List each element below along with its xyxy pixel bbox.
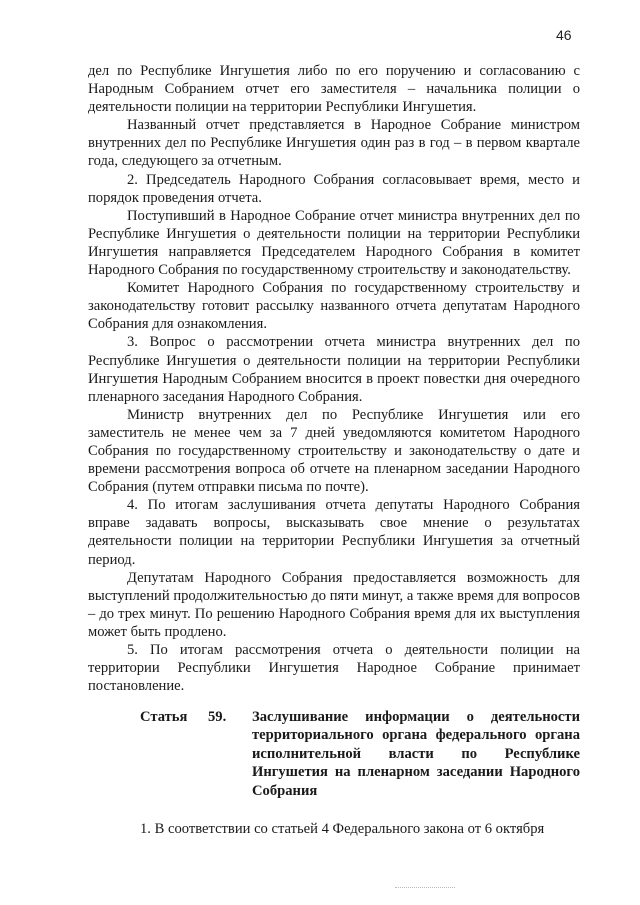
paragraph: дел по Республике Ингушетия либо по его поручению и согласованию с Народным Собранием отчет его заместителя – начальника полиции о деятельности полиции на территории Республики Ингушетия.	[88, 63, 580, 116]
paragraph: 2. Председатель Народного Собрания согласовывает время, место и порядок проведения отчета.	[88, 171, 580, 206]
body-text	[88, 62, 580, 695]
paragraph: 5. По итогам рассмотрения отчета о деятельности полиции на территории Республики Ингушетия Народное Собрание принимает постановление.	[88, 642, 580, 695]
paragraph: Поступивший в Народное Собрание отчет министра внутренних дел по Республике Ингушетия о деятельности полиции на территории Республики Ингушетия направляется Председателем Народного Собрания в комитет Народного Собрания по государственному строительству и законодательству.	[88, 207, 580, 279]
page-number: 46	[556, 27, 572, 43]
paragraph: 3. Вопрос о рассмотрении отчета министра внутренних дел по Республике Ингушетия о деятельности полиции на территории Республики Ингушетия Народным Собранием вносится в проект повестки дня очередного пленарного заседания Народного Собрания.	[88, 334, 580, 405]
article-title: Заслушивание информации о деятельности территориального органа федерального органа исполнительной власти по Республике Ингушетия на пленарном заседании Народного Собрания	[252, 709, 580, 799]
scan-artifact	[395, 887, 455, 892]
paragraph: 4. По итогам заслушивания отчета депутаты Народного Собрания вправе задавать вопросы, высказывать свое мнение о результатах деятельности полиции на территории Республики Ингушетия за отчетный период.	[88, 497, 580, 568]
paragraph: Названный отчет представляется в Народное Собрание министром внутренних дел по Республике Ингушетия один раз в год – в первом квартале года, следующего за отчетным.	[88, 117, 580, 170]
paragraph: Министр внутренних дел по Республике Ингушетия или его заместитель не менее чем за 7 дней уведомляются комитетом Народного Собрания по государственному строительству и законодательству о дате и времени рассмотрения вопроса об отчете на пленарном заседании Народного Собрания (путем отправки письма по почте).	[88, 406, 580, 496]
article-number: 59.	[208, 709, 227, 725]
paragraph-start: 1. В соответствии со статьей 4 Федерального закона от 6 октября	[140, 821, 545, 837]
article-word: Статья	[140, 709, 188, 725]
paragraph: Комитет Народного Собрания по государственному строительству и законодательству готовит рассылку названного отчета депутатам Народного Собрания для ознакомления.	[88, 280, 580, 333]
article-heading	[140, 708, 580, 800]
paragraph: Депутатам Народного Собрания предоставляется возможность для выступлений продолжительностью до пяти минут, а также время для вопросов – до трех минут. По решению Народного Собрания время для их выступления может быть продлено.	[88, 569, 580, 640]
article-label	[140, 708, 250, 726]
